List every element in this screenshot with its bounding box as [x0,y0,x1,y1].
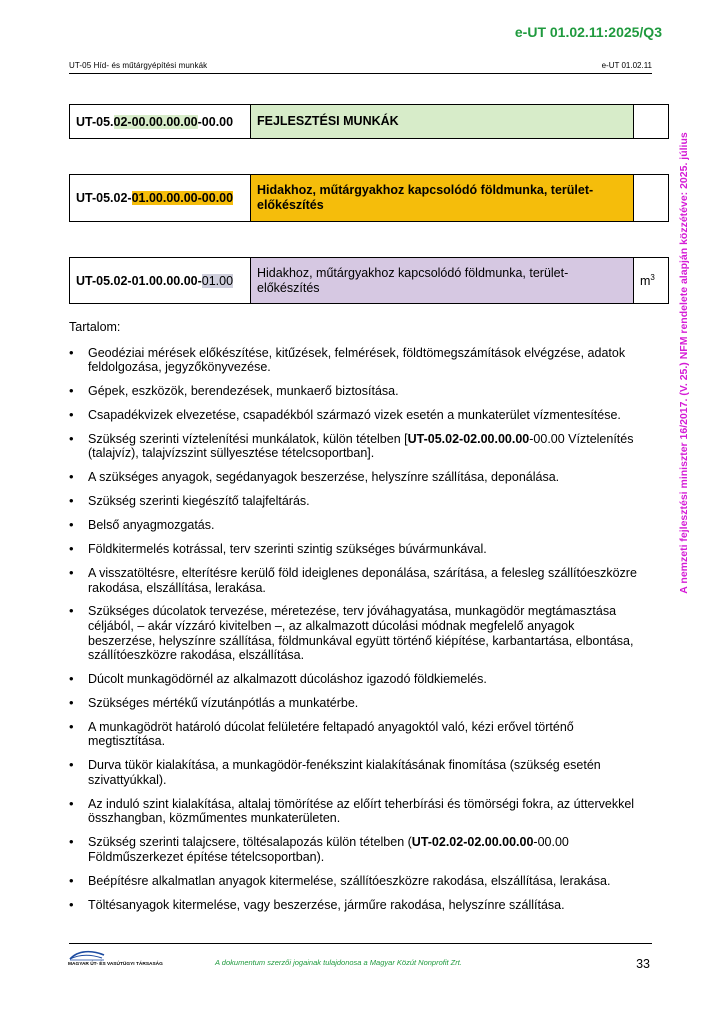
header-doc-ref: e-UT 01.02.11 [601,61,652,70]
bullet-icon: • [69,718,74,734]
bullet-icon: • [69,344,74,360]
code-table-fejlesztesi [69,104,669,139]
item-unit-cell [634,175,669,222]
code-prefix: UT-05.02- [76,191,132,205]
item-title-cell: Hidakhoz, műtárgyakhoz kapcsolódó földmunka, terület-előkészítés [251,258,634,304]
content-list-item [69,898,644,913]
content-list-item [69,408,644,423]
running-header [69,61,652,74]
item-text: -00.00 Földműszerkezet építése tételcsoportban). [88,835,569,864]
content-list-item [69,835,644,864]
item-unit-cell [634,105,669,139]
bullet-icon: • [69,795,74,811]
item-text: Szükség szerinti víztelenítési munkálatok, külön tételben [ [88,431,408,446]
item-text: Szükséges dúcolatok tervezése, méretezése, terv jóváhagyatása, munkagödör megtámasztása céljából, – akár vízzáró kivitelben –, az alkalmazott dúcolási módnak megfelelő anyagok beszerzése, helyszínre szállítása, földmunkával együtt történő kiépítése, karbantartása, elbontása, szállítóeszközre rakodása, elszállítása. [88,604,634,663]
content-list-item [69,566,644,595]
content-list-item [69,542,644,557]
item-text: A visszatöltésre, elterítésre kerülő föld ideiglenes deponálása, szárítása, a felesleg szállítóeszközre rakodása, elszállítása, lerakása. [88,565,637,595]
bullet-icon: • [69,541,74,557]
item-text: Földkitermelés kotrással, terv szerinti szintig szükséges búvármunkával. [88,542,487,557]
item-text: Geodéziai mérések előkészítése, kitűzések, felmérések, földtömegszámítások elvégzése, adatok feldolgozása, jegyzőkönyvezése. [88,345,626,375]
page-number: 33 [636,957,650,971]
content-list-item [69,797,644,826]
content-list-item [69,384,644,399]
code-highlight: 02-00.00.00.00 [113,114,198,129]
item-text: Szükséges mértékű vízutánpótlás a munkatérbe. [88,695,359,710]
code-highlight: 01.00 [201,273,234,288]
code-suffix: -00.00 [197,191,234,205]
unit-exponent: 3 [650,272,655,282]
unit-label: m [640,274,651,289]
side-publication-note [673,98,695,628]
item-text: Beépítésre alkalmatlan anyagok kitermelése, szállítóeszközre rakodása, elszállítása, lerakása. [88,873,611,888]
footer-divider [69,943,652,944]
content-list-item [69,696,644,711]
item-text: Szükség szerinti kiegészítő talajfeltárás. [88,494,310,509]
content-list-item [69,494,644,509]
item-text: Dúcolt munkagödörnél az alkalmazott dúcoláshoz igazodó földkiemelés. [88,672,487,687]
bullet-icon: • [69,834,74,850]
bullet-icon: • [69,517,74,533]
item-text: Csapadékvizek elvezetése, csapadékból származó vizek esetén a munkaterület vízmentesítése. [88,407,621,422]
item-text: Gépek, eszközök, berendezések, munkaerő biztosítása. [88,384,399,399]
code-prefix: UT-05. [76,114,114,129]
copyright-note: A dokumentum szerzői jogainak tulajdonosa a Magyar Közút Nonprofit Zrt. [215,958,462,967]
code-prefix: UT-05.02-01.00.00.00- [76,273,202,288]
bullet-icon: • [69,896,74,912]
item-text: Durva tükör kialakítása, a munkagödör-fenékszint kialakításának finomítása (szükség esetén szivattyúkkal). [88,758,601,787]
item-text: A szükséges anyagok, segédanyagok beszerzése, helyszínre szállítása, deponálása. [88,470,560,485]
content-list-item [69,672,644,687]
content-list [69,346,644,913]
item-text: A munkagödröt határoló dúcolat felületére feltapadó anyagoktól való, kézi erővel történő megtisztítása. [88,719,574,749]
item-code-cell [70,105,251,139]
content-list-item [69,758,644,787]
content-list-item [69,604,644,662]
bullet-icon: • [69,872,74,888]
content-section [69,320,644,922]
bullet-icon: • [69,564,74,580]
content-list-item [69,346,644,375]
content-list-item [69,518,644,533]
item-title-cell: Hidakhoz, műtárgyakhoz kapcsolódó földmunka, terület-előkészítés [251,175,634,222]
logo-text: MAGYAR ÚT- ÉS VASÚTÜGYI TÁRSASÁG [68,962,163,967]
item-reference-code: UT-02.02-02.00.00.00 [411,835,534,850]
item-code-cell [70,258,251,304]
code-highlight: 01.00.00.00 [131,191,198,205]
bullet-icon: • [69,694,74,710]
bullet-icon: • [69,493,74,509]
logo-mark-icon [68,949,106,961]
content-list-item [69,874,644,889]
code-suffix: -00.00 [197,114,234,129]
bullet-icon: • [69,603,74,619]
society-logo [68,949,168,973]
item-title-cell: FEJLESZTÉSI MUNKÁK [251,105,634,139]
code-table-foldmunka-group [69,174,669,222]
bullet-icon: • [69,406,74,422]
code-table-foldmunka-item [69,257,669,304]
side-note-text: A nemzeti fejlesztési miniszter 16/2017. (V. 25.) NFM rendelete alapján közzétéve: 2025. július [678,132,690,594]
item-code-cell [70,175,251,222]
item-reference-code: UT-05.02-02.00.00.00 [407,431,530,446]
content-lead: Tartalom: [69,320,121,334]
content-list-item [69,720,644,749]
item-text: Belső anyagmozgatás. [88,518,215,533]
bullet-icon: • [69,671,74,687]
document-id: e-UT 01.02.11:2025/Q3 [514,24,662,40]
content-list-item [69,432,644,461]
item-text: Töltésanyagok kitermelése, vagy beszerzése, járműre rakodása, helyszínre szállítása. [88,897,565,912]
item-text: Az induló szint kialakítása, altalaj tömörítése az előírt teherbírási és tömörségi fokra, az úttervekkel összhangban, közműmentes munkaterületen. [88,796,635,826]
item-text: Szükség szerinti talajcsere, töltésalapozás külön tételben ( [88,835,412,850]
bullet-icon: • [69,430,74,446]
item-unit-cell [634,258,669,304]
bullet-icon: • [69,469,74,485]
bullet-icon: • [69,383,74,399]
bullet-icon: • [69,757,74,773]
content-list-item [69,470,644,485]
item-text: -00.00 Víztelenítés (talajvíz), talajvízszint süllyesztése tételcsoportban]. [88,431,634,461]
header-chapter: UT-05 Híd- és műtárgyépítési munkák [69,61,208,70]
